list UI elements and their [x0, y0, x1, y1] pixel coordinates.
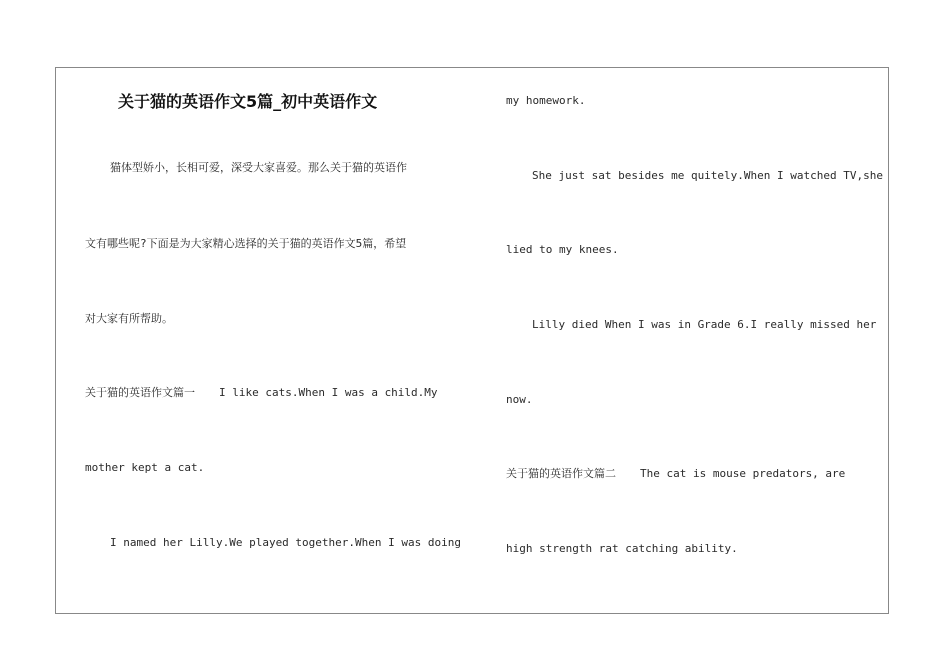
intro-line-2: 文有哪些呢?下面是为大家精心选择的关于猫的英语作文5篇，希望: [85, 237, 407, 250]
essay2-heading-line: [506, 467, 845, 481]
essay1-line-2: mother kept a cat.: [85, 461, 205, 474]
essay2-line-2: high strength rat catching ability.: [506, 542, 738, 555]
right-line-4: Lilly died When I was in Grade 6.I really missed her: [532, 318, 877, 331]
right-line-2: She just sat besides me quitely.When I watched TV,she: [532, 169, 883, 182]
essay1-heading: 关于猫的英语作文篇一: [85, 386, 195, 399]
essay1-line-1: I like cats.When I was a child.My: [219, 386, 438, 399]
intro-line-1: 猫体型娇小，长相可爱，深受大家喜爱。那么关于猫的英语作: [110, 161, 407, 174]
essay1-heading-line: [85, 386, 438, 400]
document-title: 关于猫的英语作文5篇_初中英语作文: [118, 92, 378, 111]
right-line-1: my homework.: [506, 94, 586, 107]
essay2-line-1: The cat is mouse predators, are: [640, 467, 846, 480]
essay1-line-3: I named her Lilly.We played together.When I was doing: [110, 536, 461, 549]
right-line-3: lied to my knees.: [506, 243, 619, 256]
right-line-5: now.: [506, 393, 533, 406]
intro-line-3: 对大家有所帮助。: [85, 312, 173, 325]
page-frame: [55, 67, 889, 614]
essay2-heading: 关于猫的英语作文篇二: [506, 467, 616, 480]
